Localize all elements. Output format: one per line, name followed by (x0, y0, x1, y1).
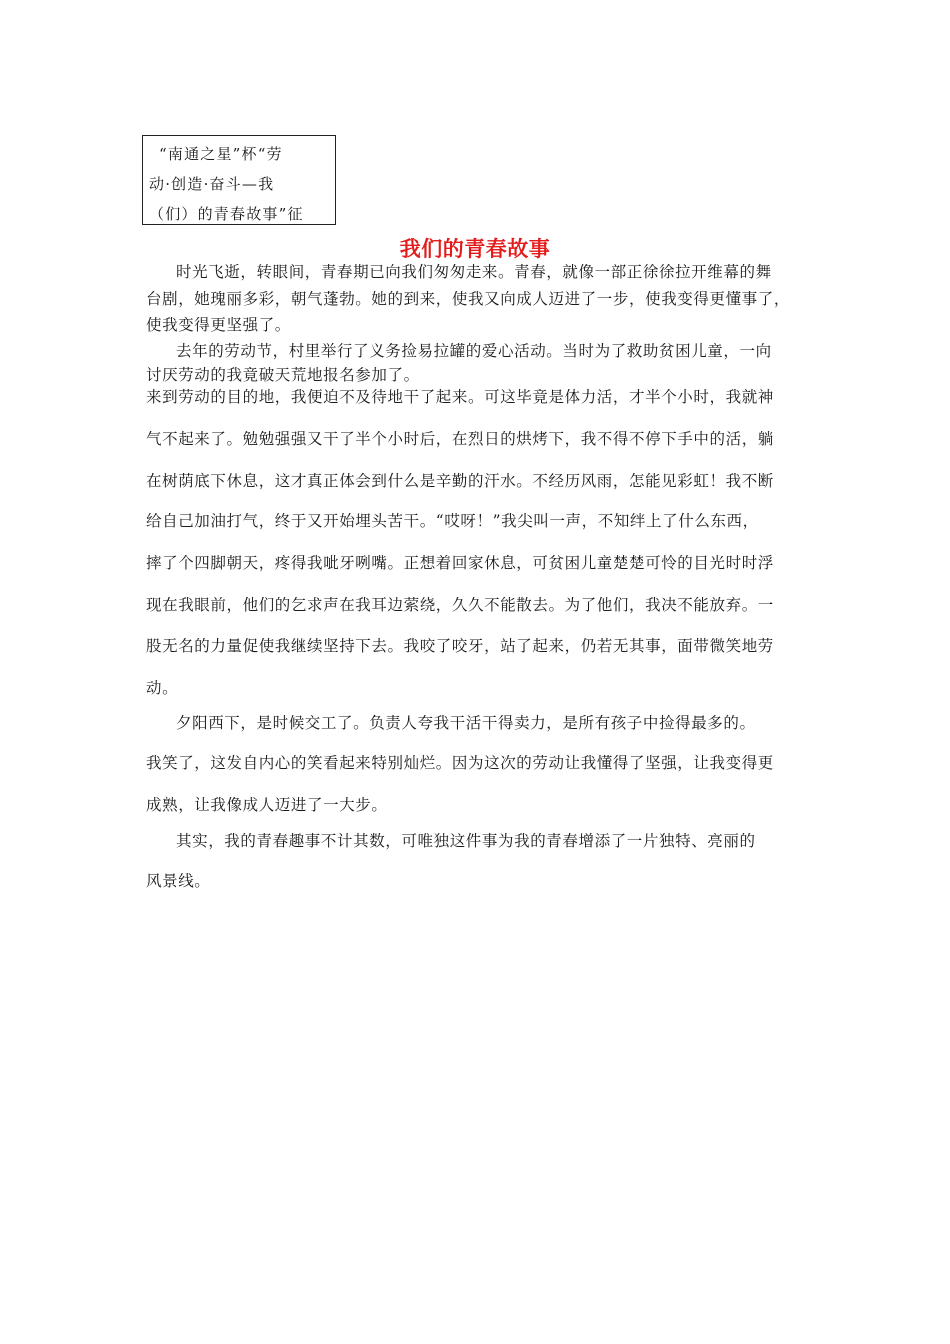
body-line: 台剧，她瑰丽多彩，朝气蓬勃。她的到来，使我又向成人迈进了一步，使我变得更懂事了， (146, 290, 791, 308)
body-line: 动。 (146, 679, 179, 697)
body-line: 气不起来了。勉勉强强又干了半个小时后，在烈日的烘烤下，我不得不停下手中的活，躺 (146, 430, 774, 448)
body-line: 我笑了，这发自内心的笑看起来特别灿烂。因为这次的劳动让我懂得了坚强，让我变得更 (146, 754, 774, 772)
body-line: 来到劳动的目的地，我便迫不及待地干了起来。可这毕竟是体力活，才半个小时，我就神 (146, 388, 774, 406)
body-line: 成熟，让我像成人迈进了一大步。 (146, 796, 388, 814)
body-line: 去年的劳动节，村里举行了义务捡易拉罐的爱心活动。当时为了救助贫困儿童，一向 (176, 342, 772, 360)
body-line: 讨厌劳动的我竟破天荒地报名参加了。 (146, 366, 420, 384)
body-line: 给自己加油打气，终于又开始埋头苦干。“哎呀！”我尖叫一声，不知绊上了什么东西， (146, 512, 759, 530)
body-line: 使我变得更坚强了。 (146, 316, 291, 334)
body-line: 时光飞逝，转眼间，青春期已向我们匆匆走来。青春，就像一部正徐徐拉开维幕的舞 (176, 263, 772, 281)
contest-box-line: “南通之星”杯“劳 (159, 145, 283, 163)
essay-title: 我们的青春故事 (399, 237, 551, 261)
body-line: 摔了个四脚朝天，疼得我呲牙咧嘴。正想着回家休息，可贫困儿童楚楚可怜的目光时时浮 (146, 554, 774, 572)
body-line: 现在我眼前，他们的乞求声在我耳边萦绕，久久不能散去。为了他们，我决不能放弃。一 (146, 596, 774, 614)
contest-box-line: 动·创造·奋斗—我 (149, 175, 275, 193)
contest-header-box (142, 135, 336, 225)
body-line: 夕阳西下，是时候交工了。负责人夸我干活干得卖力，是所有孩子中捡得最多的。 (176, 714, 756, 732)
body-line: 其实，我的青春趣事不计其数，可唯独这件事为我的青春增添了一片独特、亮丽的 (176, 832, 756, 850)
body-line: 在树荫底下休息，这才真正体会到什么是辛勤的汗水。不经历风雨，怎能见彩虹！我不断 (146, 472, 774, 490)
body-line: 股无名的力量促使我继续坚持下去。我咬了咬牙，站了起来，仍若无其事，面带微笑地劳 (146, 637, 774, 655)
body-line: 风景线。 (146, 872, 211, 890)
contest-box-line: （们）的青春故事”征 (149, 205, 304, 223)
